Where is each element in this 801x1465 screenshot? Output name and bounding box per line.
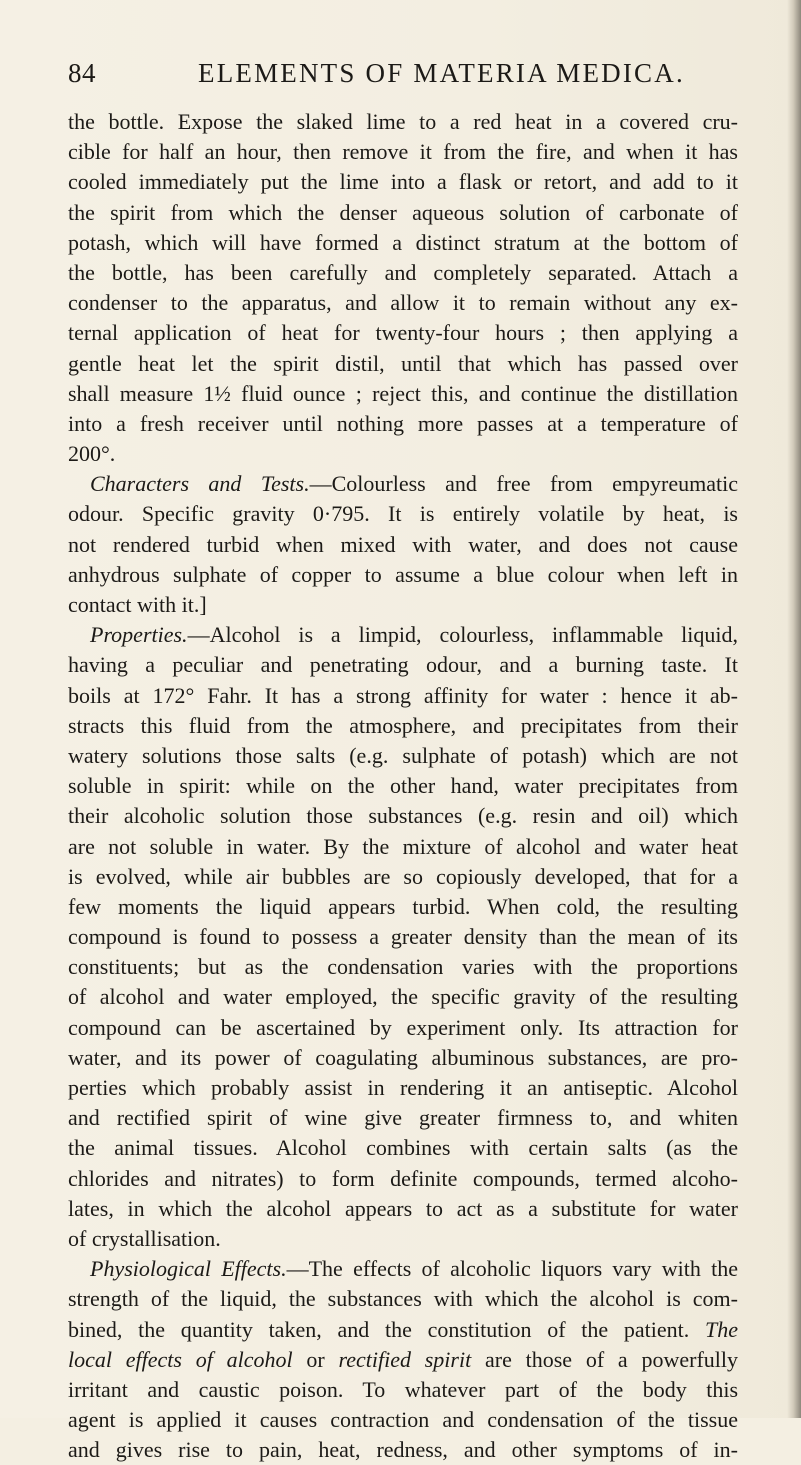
text-segment: chlorides and nitrates) to form definite compounds, termed alcoho- — [68, 1165, 738, 1191]
text-segment: —The effects of alcoholic liquors vary with the — [286, 1256, 738, 1282]
body-text — [68, 107, 738, 1465]
text-line — [68, 1224, 738, 1254]
text-segment: the bottle, has been carefully and completely separated. Attach a — [68, 259, 738, 285]
text-line — [68, 1375, 738, 1405]
text-line — [68, 862, 738, 892]
text-segment: of alcohol and water employed, the specific gravity of the resulting — [68, 984, 738, 1010]
text-line — [68, 892, 738, 922]
text-line — [68, 681, 738, 711]
page-header — [68, 58, 748, 98]
text-segment: perties which probably assist in rendering it an antiseptic. Alcohol — [68, 1075, 738, 1100]
text-segment: soluble in spirit: while on the other hand, water precipitates from — [68, 773, 738, 799]
text-line — [68, 832, 738, 862]
text-segment: potash, which will have formed a distinct stratum at the bottom of — [68, 229, 738, 255]
text-segment: contact with it.] — [68, 592, 207, 617]
text-segment: shall measure 1½ fluid ounce ; reject this, and continue the distillation — [68, 380, 738, 406]
text-segment: odour. Specific gravity 0·795. It is entirely volatile by heat, is — [68, 501, 738, 527]
text-line — [68, 379, 738, 409]
text-line — [68, 560, 738, 590]
text-line — [68, 1043, 738, 1073]
text-line — [68, 801, 738, 831]
italic-text: Properties. — [90, 622, 188, 648]
text-segment: cooled immediately put the lime into a flask or retort, and add to it — [68, 169, 738, 195]
text-segment: having a peculiar and penetrating odour, and a burning taste. It — [68, 652, 738, 678]
text-segment: the spirit from which the denser aqueous solution of carbonate of — [68, 199, 738, 225]
italic-text: Characters and Tests. — [90, 471, 310, 497]
text-line — [68, 1194, 738, 1224]
text-segment: boils at 172° Fahr. It has a strong affinity for water : hence it ab- — [68, 682, 738, 708]
text-line — [68, 499, 738, 529]
text-line — [68, 1133, 738, 1163]
text-segment: are those of a powerfully — [471, 1346, 738, 1372]
text-segment: 200°. — [68, 441, 116, 467]
text-segment: watery solutions those salts (e.g. sulphate of potash) which are not — [68, 742, 738, 768]
page-number: 84 — [68, 58, 96, 88]
text-line — [68, 1315, 738, 1345]
italic-text: Physiological Effects. — [90, 1256, 287, 1282]
text-line — [68, 1284, 738, 1314]
text-segment: —Colourless and free from empyreumatic — [309, 471, 738, 497]
text-line — [68, 1103, 738, 1133]
text-segment: of crystallisation. — [68, 1225, 221, 1251]
text-line — [68, 107, 738, 137]
running-title: ELEMENTS OF MATERIA MEDICA. — [198, 58, 685, 88]
text-line — [68, 922, 738, 952]
text-line — [68, 318, 738, 348]
text-line — [68, 650, 738, 680]
text-line — [68, 1164, 738, 1194]
text-segment: water, and its power of coagulating albuminous substances, are pro- — [68, 1044, 738, 1070]
text-segment: their alcoholic solution those substances (e.g. resin and oil) which — [68, 803, 738, 829]
text-line — [68, 198, 738, 228]
text-line — [68, 228, 738, 258]
text-segment: irritant and caustic poison. To whatever part of the body this — [68, 1376, 738, 1402]
text-segment: and gives rise to pain, heat, redness, and other symptoms of in- — [68, 1437, 738, 1463]
text-segment: are not soluble in water. By the mixture of alcohol and water heat — [68, 833, 738, 859]
text-line — [68, 741, 738, 771]
text-line — [68, 1073, 738, 1103]
text-segment: lates, in which the alcohol appears to act as a substitute for water — [68, 1195, 738, 1221]
text-line — [68, 711, 738, 741]
text-line — [68, 982, 738, 1012]
text-line — [68, 1345, 738, 1375]
text-line — [68, 258, 738, 288]
text-line — [68, 1013, 738, 1043]
text-line — [68, 1254, 738, 1284]
text-segment: few moments the liquid appears turbid. When cold, the resulting — [68, 893, 738, 919]
text-line — [68, 349, 738, 379]
text-line — [68, 620, 738, 650]
text-segment: the animal tissues. Alcohol combines with certain salts (as the — [68, 1135, 738, 1161]
text-line — [68, 1405, 738, 1435]
italic-text: local effects of alcohol — [68, 1346, 293, 1372]
text-segment: cible for half an hour, then remove it from the fire, and when it has — [68, 139, 738, 165]
text-line — [68, 771, 738, 801]
text-segment: compound is found to possess a greater density than the mean of its — [68, 924, 738, 950]
text-segment: and rectified spirit of wine give greater firmness to, and whiten — [68, 1105, 738, 1131]
text-segment: not rendered turbid when mixed with water, and does not cause — [68, 531, 738, 557]
text-line — [68, 469, 738, 499]
text-segment: into a fresh receiver until nothing more passes at a temperature of — [68, 410, 738, 436]
text-line — [68, 1435, 738, 1465]
text-segment: gentle heat let the spirit distil, until that which has passed over — [68, 350, 738, 376]
text-segment: condenser to the apparatus, and allow it to remain without any ex- — [68, 290, 738, 316]
text-segment: ternal application of heat for twenty-four hours ; then applying a — [68, 320, 738, 346]
text-line — [68, 288, 738, 318]
text-segment: is evolved, while air bubbles are so copiously developed, that for a — [68, 863, 738, 889]
page-edge-shadow — [787, 0, 801, 1418]
text-segment: anhydrous sulphate of copper to assume a blue colour when left in — [68, 561, 738, 587]
text-segment: bined, the quantity taken, and the constitution of the patient. — [68, 1316, 705, 1342]
text-line — [68, 167, 738, 197]
text-line — [68, 439, 738, 469]
text-segment: constituents; but as the condensation varies with the proportions — [68, 954, 738, 980]
text-segment: stracts this fluid from the atmosphere, and precipitates from their — [68, 712, 738, 738]
text-line — [68, 590, 738, 620]
italic-text: The — [705, 1316, 738, 1342]
text-segment: strength of the liquid, the substances with which the alcohol is com- — [68, 1286, 738, 1312]
text-segment: compound can be ascertained by experiment only. Its attraction for — [68, 1014, 738, 1040]
text-segment: agent is applied it causes contraction and condensation of the tissue — [68, 1407, 738, 1433]
italic-text: rectified spirit — [338, 1346, 472, 1372]
text-segment: the bottle. Expose the slaked lime to a red heat in a covered cru- — [68, 109, 738, 134]
text-segment: —Alcohol is a limpid, colourless, inflammable liquid, — [187, 622, 738, 648]
text-line — [68, 409, 738, 439]
text-segment: or — [292, 1346, 339, 1372]
text-line — [68, 530, 738, 560]
text-line — [68, 952, 738, 982]
text-line — [68, 137, 738, 167]
